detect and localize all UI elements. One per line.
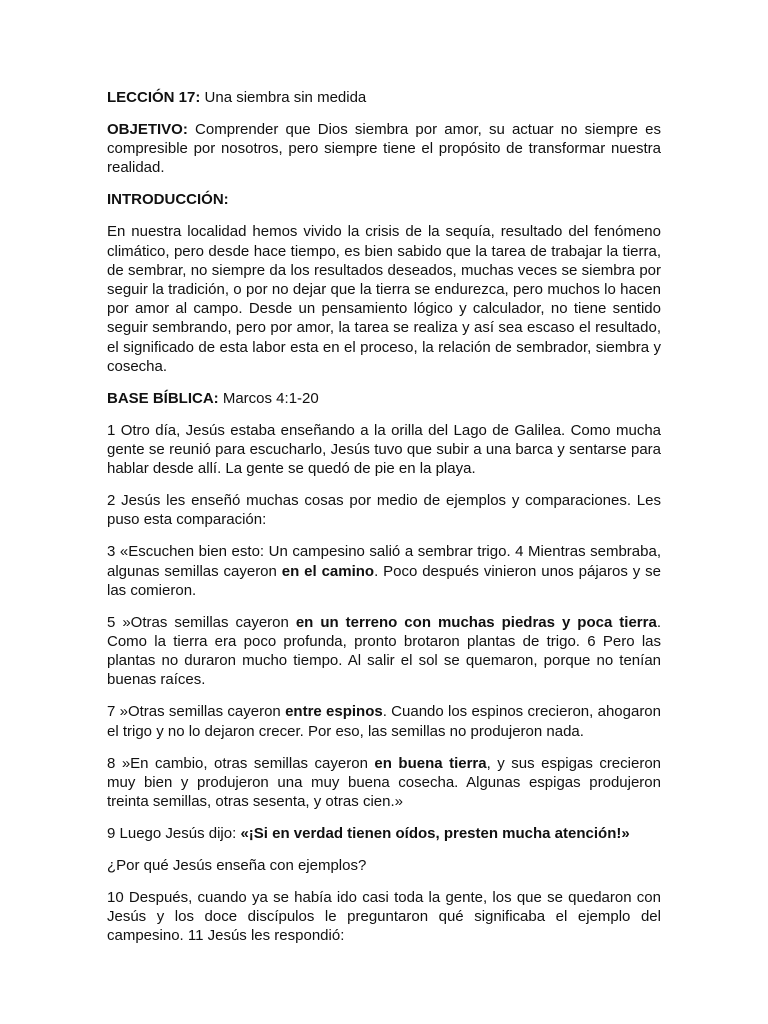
document-page (107, 88, 661, 958)
verse-8-text-b: , y sus espigas crecieron muy bien y produjeron una muy buena cosecha. Algunas espigas produjeron treinta semillas, otras sesenta, y otras cien.» (107, 754, 662, 811)
verse-8 (107, 754, 661, 812)
introduction-paragraph: En nuestra localidad hemos vivido la crisis de la sequía, resultado del fenómeno climático, pero desde hace tiempo, es bien sabido que la tarea de trabajar la tierra, de sembrar, no siempre da los resultados deseados, muchas veces se siembra por seguir la tradición, o por no dejar que la tierra se endurezca, pero muchos lo hacen por amor al campo. Desde un pensamiento lógico y calculador, no tiene sentido seguir sembrando, pero por amor, la tarea se realiza y así sea escaso el resultado, el significado de esta labor esta en el proceso, la relación de sembrador, siembra y cosecha. (107, 223, 661, 375)
objective-paragraph (107, 120, 661, 178)
verse-3-emphasis: en el camino (281, 562, 375, 580)
verse-9 (107, 824, 661, 843)
verse-3-text-a: 3 «Escuchen bien esto: Un campesino salió a sembrar trigo. 4 Mientras sembraba, algunas semillas cayeron (107, 543, 661, 580)
verse-9-text-a: 9 Luego Jesús dijo: (107, 825, 241, 843)
objective-text: Comprender que Dios siembra por amor, su actuar no siempre es compresible por nosotros, pero siempre tiene el propósito de transformar nuestra realidad. (107, 121, 661, 177)
verse-5 (107, 613, 661, 690)
verse-3-text-b: . Poco después vinieron unos pájaros y se las comieron. (107, 562, 661, 599)
verse-10: 10 Después, cuando ya se había ido casi toda la gente, los que se quedaron con Jesús y los doce discípulos le preguntaron qué significaba el ejemplo del campesino. 11 Jesús les respondió: (107, 889, 661, 945)
verse-3 (107, 542, 661, 600)
verse-1: 1 Otro día, Jesús estaba enseñando a la orilla del Lago de Galilea. Como mucha gente se reunió para escucharlo, Jesús tuvo que subir a una barca y sentarse para hablar desde allí. La gente se quedó de pie en la playa. (107, 421, 661, 478)
lesson-title (107, 88, 661, 107)
verse-5-text-b: . Como la tierra era poco profunda, pronto brotaron plantas de trigo. 6 Pero las plantas no duraron mucho tiempo. Al salir el sol se quemaron, porque no tenían buenas raíces. (107, 613, 661, 689)
section-question: ¿Por qué Jesús enseña con ejemplos? (107, 857, 367, 875)
verse-5-emphasis: en un terreno con muchas piedras y poca tierra (295, 613, 657, 631)
verse-9-emphasis: «¡Si en verdad tienen oídos, presten mucha atención!» (240, 825, 630, 843)
verse-8-text-a: 8 »En cambio, otras semillas cayeron (107, 754, 375, 772)
biblical-base (107, 389, 661, 408)
lesson-label: LECCIÓN 17: (107, 89, 201, 106)
verse-7-text-a: 7 »Otras semillas cayeron (107, 703, 286, 721)
biblical-base-label: BASE BÍBLICA: (107, 389, 219, 407)
biblical-reference: Marcos 4:1-20 (218, 389, 319, 407)
objective-label: OBJETIVO: (107, 121, 188, 138)
introduction-heading (107, 190, 661, 209)
verse-7 (107, 702, 661, 740)
verse-5-text-a: 5 »Otras semillas cayeron (107, 613, 296, 631)
verse-7-text-b: . Cuando los espinos crecieron, ahogaron el trigo y no lo dejaron crecer. Por eso, las semillas no produjeron nada. (107, 703, 661, 740)
verse-2: 2 Jesús les enseñó muchas cosas por medio de ejemplos y comparaciones. Les puso esta comparación: (107, 492, 661, 529)
introduction-label: INTRODUCCIÓN: (107, 191, 229, 209)
lesson-title-text: Una siembra sin medida (200, 89, 367, 106)
verse-7-emphasis: entre espinos (285, 703, 383, 721)
verse-8-emphasis: en buena tierra (374, 754, 487, 772)
